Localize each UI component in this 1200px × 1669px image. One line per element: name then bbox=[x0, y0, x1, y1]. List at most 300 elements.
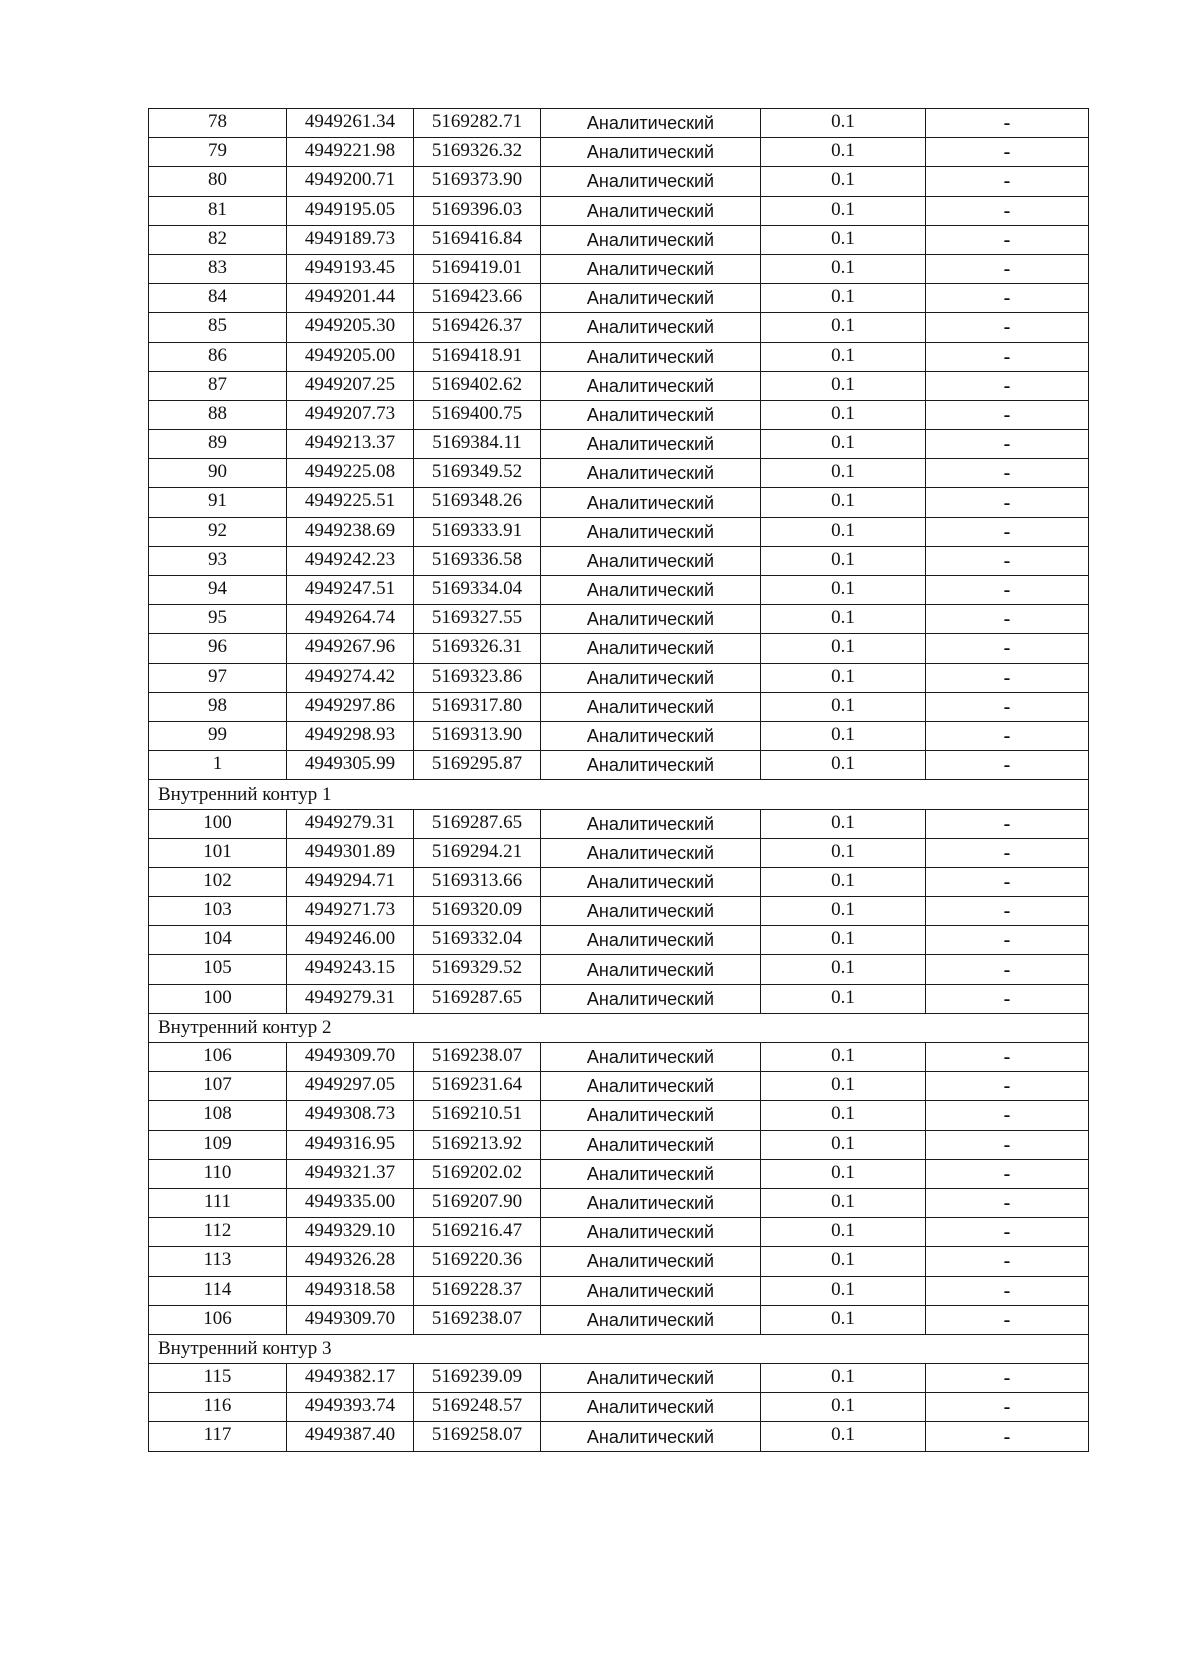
note-cell: - bbox=[926, 1188, 1089, 1217]
coordinate-y-cell: 5169210.51 bbox=[414, 1101, 541, 1130]
section-title: Внутренний контур 3 bbox=[149, 1334, 1089, 1363]
coordinate-x-cell: 4949261.34 bbox=[287, 109, 414, 138]
point-number-cell: 80 bbox=[149, 167, 287, 196]
point-number-cell: 113 bbox=[149, 1247, 287, 1276]
coordinate-y-cell: 5169231.64 bbox=[414, 1072, 541, 1101]
coordinate-x-cell: 4949225.08 bbox=[287, 459, 414, 488]
note-cell: - bbox=[926, 576, 1089, 605]
point-number-cell: 110 bbox=[149, 1159, 287, 1188]
note-cell: - bbox=[926, 984, 1089, 1013]
coordinate-y-cell: 5169426.37 bbox=[414, 313, 541, 342]
table-row bbox=[149, 955, 1089, 984]
method-cell: Аналитический bbox=[541, 284, 761, 313]
accuracy-cell: 0.1 bbox=[761, 1393, 926, 1422]
point-number-cell: 1 bbox=[149, 751, 287, 780]
point-number-cell: 115 bbox=[149, 1364, 287, 1393]
coordinate-y-cell: 5169320.09 bbox=[414, 897, 541, 926]
coordinate-y-cell: 5169287.65 bbox=[414, 809, 541, 838]
accuracy-cell: 0.1 bbox=[761, 576, 926, 605]
coordinate-x-cell: 4949247.51 bbox=[287, 576, 414, 605]
point-number-cell: 103 bbox=[149, 897, 287, 926]
note-cell: - bbox=[926, 751, 1089, 780]
method-cell: Аналитический bbox=[541, 196, 761, 225]
accuracy-cell: 0.1 bbox=[761, 1422, 926, 1451]
method-cell: Аналитический bbox=[541, 984, 761, 1013]
coordinate-y-cell: 5169327.55 bbox=[414, 605, 541, 634]
point-number-cell: 100 bbox=[149, 984, 287, 1013]
coordinate-y-cell: 5169326.31 bbox=[414, 634, 541, 663]
point-number-cell: 88 bbox=[149, 400, 287, 429]
coordinate-x-cell: 4949305.99 bbox=[287, 751, 414, 780]
method-cell: Аналитический bbox=[541, 605, 761, 634]
note-cell: - bbox=[926, 1101, 1089, 1130]
point-number-cell: 97 bbox=[149, 663, 287, 692]
section-header-row bbox=[149, 1013, 1089, 1042]
table-row bbox=[149, 605, 1089, 634]
note-cell: - bbox=[926, 897, 1089, 926]
coordinate-y-cell: 5169216.47 bbox=[414, 1218, 541, 1247]
coordinate-x-cell: 4949205.00 bbox=[287, 342, 414, 371]
method-cell: Аналитический bbox=[541, 663, 761, 692]
note-cell: - bbox=[926, 663, 1089, 692]
coordinate-x-cell: 4949201.44 bbox=[287, 284, 414, 313]
coordinate-y-cell: 5169202.02 bbox=[414, 1159, 541, 1188]
note-cell: - bbox=[926, 692, 1089, 721]
table-row bbox=[149, 546, 1089, 575]
coordinate-y-cell: 5169334.04 bbox=[414, 576, 541, 605]
coordinate-x-cell: 4949189.73 bbox=[287, 225, 414, 254]
method-cell: Аналитический bbox=[541, 167, 761, 196]
note-cell: - bbox=[926, 400, 1089, 429]
table-row bbox=[149, 459, 1089, 488]
method-cell: Аналитический bbox=[541, 109, 761, 138]
point-number-cell: 105 bbox=[149, 955, 287, 984]
accuracy-cell: 0.1 bbox=[761, 196, 926, 225]
coordinate-y-cell: 5169348.26 bbox=[414, 488, 541, 517]
accuracy-cell: 0.1 bbox=[761, 254, 926, 283]
note-cell: - bbox=[926, 1305, 1089, 1334]
table-row bbox=[149, 1130, 1089, 1159]
coordinates-table bbox=[148, 108, 1089, 1452]
accuracy-cell: 0.1 bbox=[761, 692, 926, 721]
accuracy-cell: 0.1 bbox=[761, 167, 926, 196]
coordinate-x-cell: 4949207.73 bbox=[287, 400, 414, 429]
note-cell: - bbox=[926, 488, 1089, 517]
accuracy-cell: 0.1 bbox=[761, 926, 926, 955]
method-cell: Аналитический bbox=[541, 225, 761, 254]
coordinate-x-cell: 4949393.74 bbox=[287, 1393, 414, 1422]
coordinate-x-cell: 4949246.00 bbox=[287, 926, 414, 955]
method-cell: Аналитический bbox=[541, 897, 761, 926]
point-number-cell: 95 bbox=[149, 605, 287, 634]
point-number-cell: 109 bbox=[149, 1130, 287, 1159]
point-number-cell: 101 bbox=[149, 838, 287, 867]
accuracy-cell: 0.1 bbox=[761, 342, 926, 371]
coordinate-y-cell: 5169423.66 bbox=[414, 284, 541, 313]
table-row bbox=[149, 809, 1089, 838]
method-cell: Аналитический bbox=[541, 459, 761, 488]
method-cell: Аналитический bbox=[541, 1159, 761, 1188]
table-row bbox=[149, 254, 1089, 283]
note-cell: - bbox=[926, 605, 1089, 634]
table-row bbox=[149, 400, 1089, 429]
point-number-cell: 81 bbox=[149, 196, 287, 225]
table-row bbox=[149, 984, 1089, 1013]
accuracy-cell: 0.1 bbox=[761, 1276, 926, 1305]
coordinate-x-cell: 4949207.25 bbox=[287, 371, 414, 400]
point-number-cell: 112 bbox=[149, 1218, 287, 1247]
point-number-cell: 90 bbox=[149, 459, 287, 488]
table-row bbox=[149, 1159, 1089, 1188]
table-row bbox=[149, 225, 1089, 254]
method-cell: Аналитический bbox=[541, 488, 761, 517]
point-number-cell: 92 bbox=[149, 517, 287, 546]
method-cell: Аналитический bbox=[541, 809, 761, 838]
point-number-cell: 96 bbox=[149, 634, 287, 663]
coordinate-y-cell: 5169416.84 bbox=[414, 225, 541, 254]
coordinate-x-cell: 4949271.73 bbox=[287, 897, 414, 926]
coordinate-x-cell: 4949225.51 bbox=[287, 488, 414, 517]
note-cell: - bbox=[926, 1130, 1089, 1159]
method-cell: Аналитический bbox=[541, 867, 761, 896]
method-cell: Аналитический bbox=[541, 1218, 761, 1247]
point-number-cell: 83 bbox=[149, 254, 287, 283]
coordinates-table-body bbox=[149, 109, 1089, 1452]
point-number-cell: 87 bbox=[149, 371, 287, 400]
coordinate-y-cell: 5169402.62 bbox=[414, 371, 541, 400]
coordinate-x-cell: 4949382.17 bbox=[287, 1364, 414, 1393]
table-row bbox=[149, 721, 1089, 750]
coordinate-y-cell: 5169294.21 bbox=[414, 838, 541, 867]
method-cell: Аналитический bbox=[541, 751, 761, 780]
point-number-cell: 111 bbox=[149, 1188, 287, 1217]
method-cell: Аналитический bbox=[541, 1393, 761, 1422]
point-number-cell: 86 bbox=[149, 342, 287, 371]
coordinate-y-cell: 5169207.90 bbox=[414, 1188, 541, 1217]
method-cell: Аналитический bbox=[541, 1043, 761, 1072]
coordinate-y-cell: 5169282.71 bbox=[414, 109, 541, 138]
table-row bbox=[149, 1043, 1089, 1072]
method-cell: Аналитический bbox=[541, 546, 761, 575]
point-number-cell: 98 bbox=[149, 692, 287, 721]
coordinate-y-cell: 5169419.01 bbox=[414, 254, 541, 283]
table-row bbox=[149, 1305, 1089, 1334]
method-cell: Аналитический bbox=[541, 1422, 761, 1451]
coordinate-x-cell: 4949387.40 bbox=[287, 1422, 414, 1451]
accuracy-cell: 0.1 bbox=[761, 955, 926, 984]
table-row bbox=[149, 138, 1089, 167]
coordinate-x-cell: 4949297.86 bbox=[287, 692, 414, 721]
note-cell: - bbox=[926, 430, 1089, 459]
method-cell: Аналитический bbox=[541, 371, 761, 400]
note-cell: - bbox=[926, 1422, 1089, 1451]
accuracy-cell: 0.1 bbox=[761, 663, 926, 692]
point-number-cell: 99 bbox=[149, 721, 287, 750]
coordinate-x-cell: 4949279.31 bbox=[287, 984, 414, 1013]
note-cell: - bbox=[926, 225, 1089, 254]
method-cell: Аналитический bbox=[541, 138, 761, 167]
point-number-cell: 102 bbox=[149, 867, 287, 896]
point-number-cell: 85 bbox=[149, 313, 287, 342]
note-cell: - bbox=[926, 838, 1089, 867]
accuracy-cell: 0.1 bbox=[761, 751, 926, 780]
accuracy-cell: 0.1 bbox=[761, 138, 926, 167]
coordinate-y-cell: 5169295.87 bbox=[414, 751, 541, 780]
table-row bbox=[149, 517, 1089, 546]
accuracy-cell: 0.1 bbox=[761, 838, 926, 867]
table-row bbox=[149, 1276, 1089, 1305]
coordinate-x-cell: 4949267.96 bbox=[287, 634, 414, 663]
note-cell: - bbox=[926, 1247, 1089, 1276]
note-cell: - bbox=[926, 517, 1089, 546]
table-row bbox=[149, 897, 1089, 926]
note-cell: - bbox=[926, 867, 1089, 896]
point-number-cell: 104 bbox=[149, 926, 287, 955]
coordinate-x-cell: 4949221.98 bbox=[287, 138, 414, 167]
table-row bbox=[149, 342, 1089, 371]
table-row bbox=[149, 109, 1089, 138]
coordinate-x-cell: 4949264.74 bbox=[287, 605, 414, 634]
note-cell: - bbox=[926, 1393, 1089, 1422]
table-row bbox=[149, 371, 1089, 400]
table-row bbox=[149, 634, 1089, 663]
section-header-row bbox=[149, 1334, 1089, 1363]
method-cell: Аналитический bbox=[541, 634, 761, 663]
method-cell: Аналитический bbox=[541, 400, 761, 429]
table-row bbox=[149, 867, 1089, 896]
point-number-cell: 84 bbox=[149, 284, 287, 313]
section-title: Внутренний контур 1 bbox=[149, 780, 1089, 809]
method-cell: Аналитический bbox=[541, 1188, 761, 1217]
table-row bbox=[149, 838, 1089, 867]
table-row bbox=[149, 430, 1089, 459]
accuracy-cell: 0.1 bbox=[761, 1159, 926, 1188]
accuracy-cell: 0.1 bbox=[761, 721, 926, 750]
accuracy-cell: 0.1 bbox=[761, 488, 926, 517]
table-row bbox=[149, 488, 1089, 517]
method-cell: Аналитический bbox=[541, 517, 761, 546]
note-cell: - bbox=[926, 1364, 1089, 1393]
coordinate-x-cell: 4949309.70 bbox=[287, 1305, 414, 1334]
coordinate-x-cell: 4949242.23 bbox=[287, 546, 414, 575]
coordinate-y-cell: 5169323.86 bbox=[414, 663, 541, 692]
coordinate-x-cell: 4949200.71 bbox=[287, 167, 414, 196]
method-cell: Аналитический bbox=[541, 926, 761, 955]
table-row bbox=[149, 663, 1089, 692]
point-number-cell: 106 bbox=[149, 1305, 287, 1334]
method-cell: Аналитический bbox=[541, 1276, 761, 1305]
table-row bbox=[149, 196, 1089, 225]
note-cell: - bbox=[926, 809, 1089, 838]
coordinate-x-cell: 4949308.73 bbox=[287, 1101, 414, 1130]
coordinate-x-cell: 4949205.30 bbox=[287, 313, 414, 342]
table-row bbox=[149, 1101, 1089, 1130]
method-cell: Аналитический bbox=[541, 692, 761, 721]
point-number-cell: 82 bbox=[149, 225, 287, 254]
note-cell: - bbox=[926, 254, 1089, 283]
table-row bbox=[149, 167, 1089, 196]
method-cell: Аналитический bbox=[541, 1247, 761, 1276]
coordinate-y-cell: 5169313.66 bbox=[414, 867, 541, 896]
table-row bbox=[149, 576, 1089, 605]
coordinate-x-cell: 4949238.69 bbox=[287, 517, 414, 546]
coordinate-x-cell: 4949329.10 bbox=[287, 1218, 414, 1247]
coordinate-y-cell: 5169396.03 bbox=[414, 196, 541, 225]
coordinate-y-cell: 5169332.04 bbox=[414, 926, 541, 955]
method-cell: Аналитический bbox=[541, 1364, 761, 1393]
coordinate-x-cell: 4949193.45 bbox=[287, 254, 414, 283]
accuracy-cell: 0.1 bbox=[761, 1247, 926, 1276]
note-cell: - bbox=[926, 721, 1089, 750]
point-number-cell: 100 bbox=[149, 809, 287, 838]
point-number-cell: 106 bbox=[149, 1043, 287, 1072]
note-cell: - bbox=[926, 284, 1089, 313]
coordinate-y-cell: 5169336.58 bbox=[414, 546, 541, 575]
coordinate-x-cell: 4949316.95 bbox=[287, 1130, 414, 1159]
method-cell: Аналитический bbox=[541, 838, 761, 867]
note-cell: - bbox=[926, 371, 1089, 400]
coordinate-x-cell: 4949326.28 bbox=[287, 1247, 414, 1276]
accuracy-cell: 0.1 bbox=[761, 809, 926, 838]
note-cell: - bbox=[926, 955, 1089, 984]
table-row bbox=[149, 1364, 1089, 1393]
point-number-cell: 114 bbox=[149, 1276, 287, 1305]
note-cell: - bbox=[926, 1043, 1089, 1072]
coordinate-y-cell: 5169239.09 bbox=[414, 1364, 541, 1393]
coordinate-x-cell: 4949213.37 bbox=[287, 430, 414, 459]
coordinate-x-cell: 4949318.58 bbox=[287, 1276, 414, 1305]
coordinate-x-cell: 4949294.71 bbox=[287, 867, 414, 896]
point-number-cell: 93 bbox=[149, 546, 287, 575]
accuracy-cell: 0.1 bbox=[761, 605, 926, 634]
method-cell: Аналитический bbox=[541, 1130, 761, 1159]
coordinate-y-cell: 5169228.37 bbox=[414, 1276, 541, 1305]
table-row bbox=[149, 751, 1089, 780]
coordinate-y-cell: 5169349.52 bbox=[414, 459, 541, 488]
accuracy-cell: 0.1 bbox=[761, 1101, 926, 1130]
accuracy-cell: 0.1 bbox=[761, 1364, 926, 1393]
point-number-cell: 78 bbox=[149, 109, 287, 138]
accuracy-cell: 0.1 bbox=[761, 897, 926, 926]
table-row bbox=[149, 692, 1089, 721]
accuracy-cell: 0.1 bbox=[761, 400, 926, 429]
point-number-cell: 117 bbox=[149, 1422, 287, 1451]
coordinate-x-cell: 4949309.70 bbox=[287, 1043, 414, 1072]
table-row bbox=[149, 1393, 1089, 1422]
coordinate-y-cell: 5169333.91 bbox=[414, 517, 541, 546]
coordinate-x-cell: 4949274.42 bbox=[287, 663, 414, 692]
table-row bbox=[149, 1188, 1089, 1217]
coordinate-y-cell: 5169329.52 bbox=[414, 955, 541, 984]
coordinate-x-cell: 4949195.05 bbox=[287, 196, 414, 225]
coordinate-x-cell: 4949298.93 bbox=[287, 721, 414, 750]
point-number-cell: 108 bbox=[149, 1101, 287, 1130]
coordinate-x-cell: 4949321.37 bbox=[287, 1159, 414, 1188]
point-number-cell: 79 bbox=[149, 138, 287, 167]
method-cell: Аналитический bbox=[541, 342, 761, 371]
note-cell: - bbox=[926, 196, 1089, 225]
accuracy-cell: 0.1 bbox=[761, 1305, 926, 1334]
method-cell: Аналитический bbox=[541, 1305, 761, 1334]
accuracy-cell: 0.1 bbox=[761, 517, 926, 546]
accuracy-cell: 0.1 bbox=[761, 1072, 926, 1101]
accuracy-cell: 0.1 bbox=[761, 984, 926, 1013]
coordinate-x-cell: 4949297.05 bbox=[287, 1072, 414, 1101]
note-cell: - bbox=[926, 109, 1089, 138]
method-cell: Аналитический bbox=[541, 721, 761, 750]
table-row bbox=[149, 1218, 1089, 1247]
coordinate-y-cell: 5169400.75 bbox=[414, 400, 541, 429]
accuracy-cell: 0.1 bbox=[761, 284, 926, 313]
coordinate-y-cell: 5169418.91 bbox=[414, 342, 541, 371]
coordinate-y-cell: 5169238.07 bbox=[414, 1305, 541, 1334]
method-cell: Аналитический bbox=[541, 955, 761, 984]
method-cell: Аналитический bbox=[541, 254, 761, 283]
note-cell: - bbox=[926, 167, 1089, 196]
accuracy-cell: 0.1 bbox=[761, 1188, 926, 1217]
section-title: Внутренний контур 2 bbox=[149, 1013, 1089, 1042]
method-cell: Аналитический bbox=[541, 576, 761, 605]
note-cell: - bbox=[926, 313, 1089, 342]
note-cell: - bbox=[926, 1276, 1089, 1305]
coordinate-y-cell: 5169220.36 bbox=[414, 1247, 541, 1276]
coordinate-y-cell: 5169373.90 bbox=[414, 167, 541, 196]
coordinate-x-cell: 4949243.15 bbox=[287, 955, 414, 984]
coordinate-x-cell: 4949335.00 bbox=[287, 1188, 414, 1217]
accuracy-cell: 0.1 bbox=[761, 459, 926, 488]
accuracy-cell: 0.1 bbox=[761, 867, 926, 896]
accuracy-cell: 0.1 bbox=[761, 109, 926, 138]
point-number-cell: 94 bbox=[149, 576, 287, 605]
method-cell: Аналитический bbox=[541, 430, 761, 459]
coordinate-y-cell: 5169213.92 bbox=[414, 1130, 541, 1159]
table-row bbox=[149, 926, 1089, 955]
accuracy-cell: 0.1 bbox=[761, 1130, 926, 1159]
note-cell: - bbox=[926, 459, 1089, 488]
note-cell: - bbox=[926, 1072, 1089, 1101]
method-cell: Аналитический bbox=[541, 1101, 761, 1130]
accuracy-cell: 0.1 bbox=[761, 1218, 926, 1247]
method-cell: Аналитический bbox=[541, 313, 761, 342]
coordinate-y-cell: 5169238.07 bbox=[414, 1043, 541, 1072]
accuracy-cell: 0.1 bbox=[761, 430, 926, 459]
coordinate-y-cell: 5169258.07 bbox=[414, 1422, 541, 1451]
coordinate-x-cell: 4949279.31 bbox=[287, 809, 414, 838]
accuracy-cell: 0.1 bbox=[761, 634, 926, 663]
coordinate-y-cell: 5169384.11 bbox=[414, 430, 541, 459]
point-number-cell: 107 bbox=[149, 1072, 287, 1101]
point-number-cell: 116 bbox=[149, 1393, 287, 1422]
coordinate-y-cell: 5169317.80 bbox=[414, 692, 541, 721]
note-cell: - bbox=[926, 138, 1089, 167]
note-cell: - bbox=[926, 1218, 1089, 1247]
table-row bbox=[149, 313, 1089, 342]
coordinate-y-cell: 5169326.32 bbox=[414, 138, 541, 167]
note-cell: - bbox=[926, 342, 1089, 371]
coordinate-y-cell: 5169248.57 bbox=[414, 1393, 541, 1422]
table-row bbox=[149, 284, 1089, 313]
accuracy-cell: 0.1 bbox=[761, 546, 926, 575]
method-cell: Аналитический bbox=[541, 1072, 761, 1101]
note-cell: - bbox=[926, 1159, 1089, 1188]
coordinate-y-cell: 5169313.90 bbox=[414, 721, 541, 750]
table-row bbox=[149, 1072, 1089, 1101]
coordinate-x-cell: 4949301.89 bbox=[287, 838, 414, 867]
accuracy-cell: 0.1 bbox=[761, 225, 926, 254]
accuracy-cell: 0.1 bbox=[761, 371, 926, 400]
coordinate-y-cell: 5169287.65 bbox=[414, 984, 541, 1013]
accuracy-cell: 0.1 bbox=[761, 1043, 926, 1072]
